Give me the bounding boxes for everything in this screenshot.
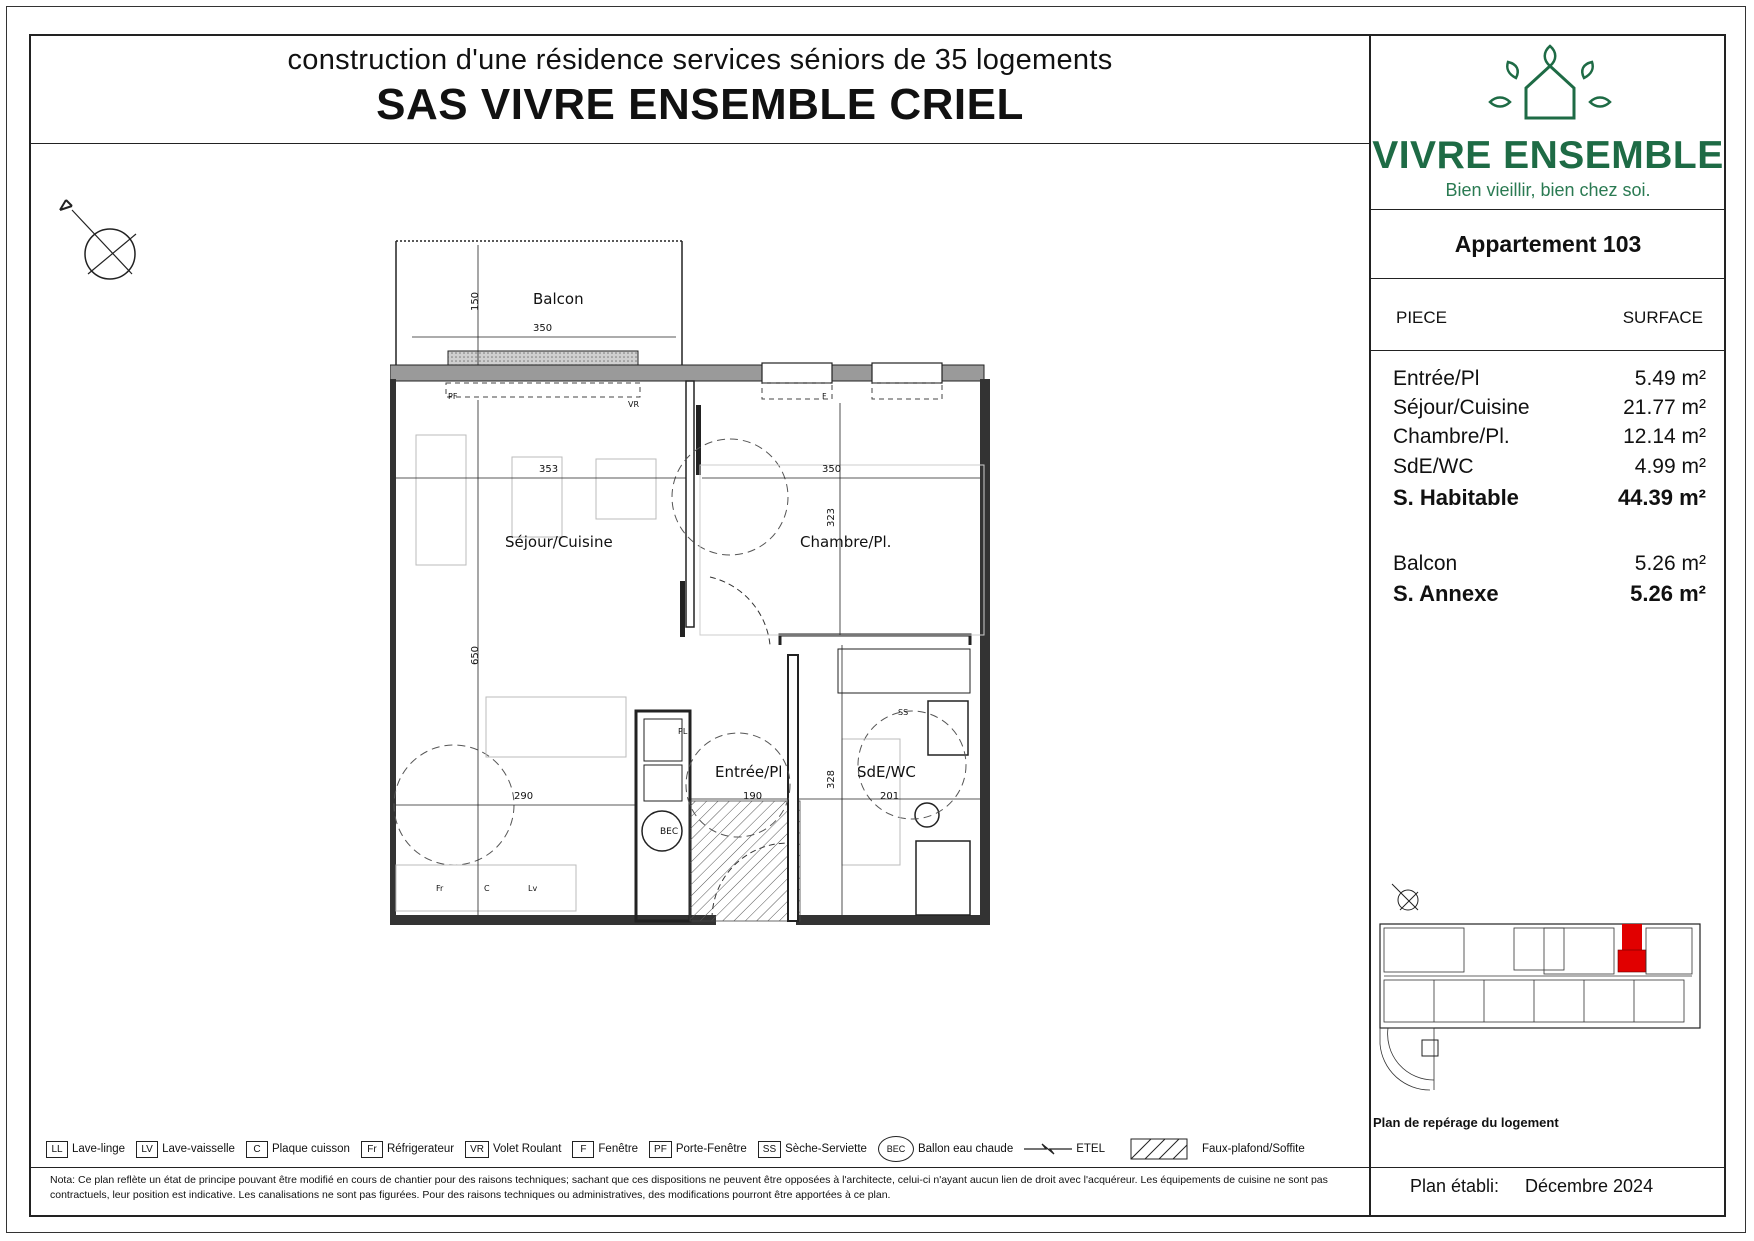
- locator-north-icon: [1386, 878, 1422, 914]
- room-name: Chambre/Pl.: [1393, 425, 1510, 448]
- column-header-piece: PIECE: [1396, 308, 1448, 327]
- room-label-sejour: Séjour/Cuisine: [505, 533, 613, 551]
- tag-f: F: [822, 392, 827, 401]
- dim-sde-width: 201: [880, 791, 900, 802]
- balcony: [396, 241, 682, 375]
- annexe-total-label: S. Annexe: [1393, 581, 1499, 606]
- north-arrow-icon: [52, 190, 142, 280]
- tag-pf: PF: [448, 392, 458, 401]
- dim-sejour-depth: 650: [470, 645, 482, 666]
- legend-item: [246, 1141, 350, 1158]
- disclaimer-note: Nota: Ce plan reflète un état de principe pouvant être modifié en cours de chantier pour des raisons techniques; sachant que ces dispositions ne peuvent être opposées à l'architecte, celui-ci n'ayant aucun lien de droit avec l'acquéreur. Les équipements de cuisine ne sont pas contractuels, leur position est indicative. Les canalisations ne sont pas figurées. Pour des raisons techniques ou administratives, des modifications pourront être apportées à ce plan.: [50, 1174, 1328, 1201]
- locator-plan: [1374, 920, 1714, 1100]
- brand-divider: [1370, 209, 1726, 210]
- tag-pl: PL: [678, 727, 688, 736]
- floor-plan: [390, 235, 990, 935]
- legend-label: Ballon eau chaude: [917, 1143, 1014, 1155]
- tag-vr: VR: [628, 400, 640, 409]
- tag-bec: BEC: [660, 827, 679, 837]
- tag-fr: Fr: [436, 884, 444, 893]
- legend-code: Fr: [361, 1141, 383, 1158]
- dim-sejour-width-bottom: 290: [514, 791, 534, 802]
- legend: [46, 1136, 1310, 1162]
- legend-label: ETEL: [1076, 1143, 1105, 1155]
- room-name: Séjour/Cuisine: [1393, 396, 1530, 419]
- apt-divider: [1370, 278, 1726, 279]
- room-label-balcon: Balcon: [533, 290, 584, 308]
- tag-lv: Lv: [528, 884, 538, 893]
- apartment-title: Appartement 103: [1454, 231, 1642, 257]
- locator-caption: Plan de repérage du logement: [1373, 1115, 1559, 1130]
- legend-item: [361, 1141, 454, 1158]
- room-label-chambre: Chambre/Pl.: [800, 533, 892, 551]
- dim-balcon-depth: 150: [470, 291, 482, 312]
- house-leaves-logo: [1480, 42, 1620, 124]
- legend-item: [1024, 1142, 1105, 1156]
- column-header-surface: SURFACE: [1622, 308, 1703, 327]
- legend-code: LV: [136, 1141, 158, 1158]
- room-surface: 4.99 m²: [1634, 455, 1706, 478]
- habitable-label: S. Habitable: [1393, 485, 1519, 510]
- legend-item: [136, 1141, 235, 1158]
- legend-label: Porte-Fenêtre: [675, 1143, 747, 1155]
- dim-entree-width: 190: [743, 791, 763, 802]
- dim-chambre-width: 350: [822, 464, 842, 475]
- brand-tagline: Bien vieillir, bien chez soi.: [1445, 180, 1651, 200]
- project-subtitle: construction d'une résidence services séniors de 35 logements: [287, 44, 1113, 76]
- legend-code: SS: [758, 1141, 781, 1158]
- plan-date-value: Décembre 2024: [1525, 1176, 1654, 1196]
- room-label-sde: SdE/WC: [857, 763, 916, 781]
- annexe-name: Balcon: [1393, 552, 1458, 575]
- legend-code: BEC: [878, 1136, 914, 1162]
- room-name: SdE/WC: [1393, 455, 1474, 478]
- lightning-icon: [1024, 1142, 1072, 1156]
- legend-item: [878, 1136, 1013, 1162]
- habitable-surface: 44.39 m²: [1617, 485, 1706, 510]
- hatch-swatch-icon: [1130, 1138, 1188, 1160]
- sidebar-divider: [1369, 34, 1371, 1217]
- legend-label: Réfrigerateur: [386, 1143, 455, 1155]
- legend-label: Sèche-Serviette: [785, 1143, 867, 1155]
- room-surface: 12.14 m²: [1623, 425, 1706, 448]
- dim-balcon-width: 350: [533, 323, 553, 334]
- legend-label: Volet Roulant: [492, 1143, 562, 1155]
- dim-sde-depth: 328: [826, 769, 838, 790]
- legend-label: Lave-vaisselle: [162, 1143, 235, 1155]
- room-surface: 5.49 m²: [1634, 367, 1706, 390]
- plan-date-label: Plan établi:: [1410, 1176, 1500, 1196]
- legend-code: C: [246, 1141, 268, 1158]
- brand-name: VIVRE ENSEMBLE: [1372, 134, 1724, 177]
- legend-code: LL: [46, 1141, 68, 1158]
- legend-item: [758, 1141, 867, 1158]
- project-title: SAS VIVRE ENSEMBLE CRIEL: [376, 80, 1024, 129]
- legend-item: [572, 1141, 638, 1158]
- dim-chambre-depth: 323: [826, 507, 838, 528]
- legend-item: [649, 1141, 747, 1158]
- legend-code: F: [572, 1141, 594, 1158]
- dim-sejour-width: 353: [539, 464, 559, 475]
- legend-item: [465, 1141, 561, 1158]
- legend-label: Lave-linge: [72, 1143, 126, 1155]
- legend-label: Plaque cuisson: [271, 1143, 350, 1155]
- tag-ss: SS: [898, 708, 909, 717]
- room-name: Entrée/Pl: [1393, 367, 1480, 390]
- header-divider: [29, 143, 1370, 144]
- room-label-entree: Entrée/Pl: [715, 763, 783, 781]
- annexe-total-surface: 5.26 m²: [1630, 581, 1706, 606]
- legend-item: [46, 1141, 125, 1158]
- table-header-divider: [1370, 350, 1726, 351]
- legend-label: Faux-plafond/Soffite: [1202, 1143, 1305, 1155]
- legend-item: [1130, 1138, 1305, 1160]
- room-surface: 21.77 m²: [1623, 396, 1706, 419]
- legend-label: Fenêtre: [598, 1143, 639, 1155]
- legend-code: PF: [649, 1141, 672, 1158]
- annexe-surface: 5.26 m²: [1634, 552, 1706, 575]
- tag-c: C: [484, 884, 490, 893]
- footer-divider: [29, 1167, 1726, 1168]
- legend-code: VR: [465, 1141, 489, 1158]
